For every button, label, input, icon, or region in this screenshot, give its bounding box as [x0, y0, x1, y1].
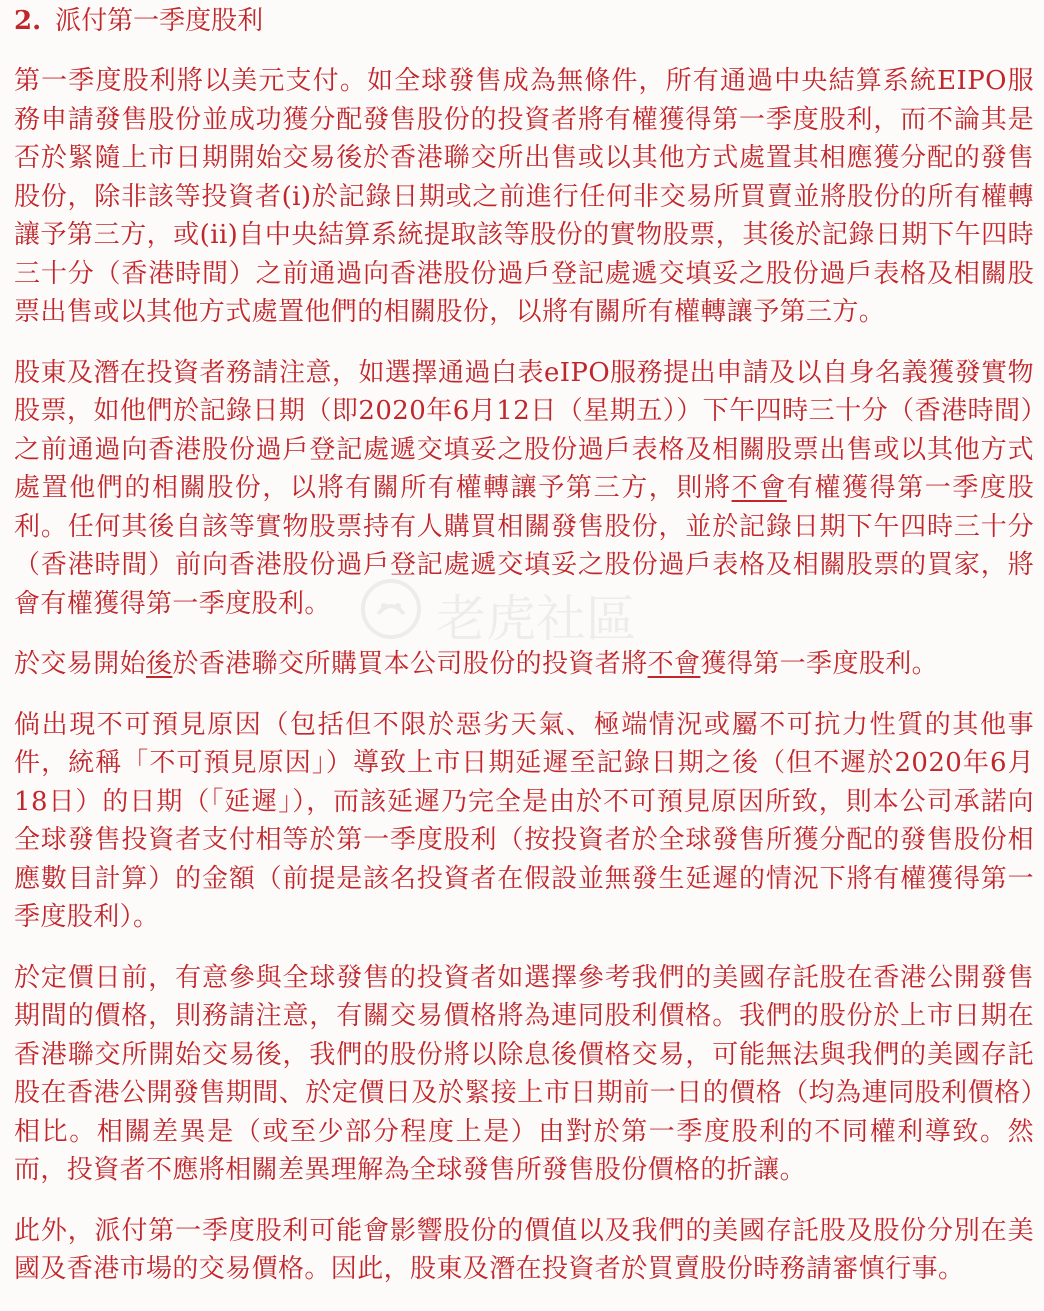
paragraph-1: 第一季度股利將以美元支付。如全球發售成為無條件，所有通過中央結算系統EIPO服務申請發售股份並成功獲分配發售股份的投資者將有權獲得第一季度股利，而不論其是否於緊隨上市日期開始交易後於香港聯交所出售或以其他方式處置其相應獲分配的發售股份，除非該等投資者(i)於記錄日期或之前進行任何非交易所買賣並將股份的所有權轉讓予第三方，或(ii)自中央結算系統提取該等股份的實物股票，其後於記錄日期下午四時三十分（香港時間）之前通過向香港股份過戶登記處遞交填妥之股份過戶表格及相關股票出售或以其他方式處置他們的相關股份，以將有關所有權轉讓予第三方。 [14, 66, 1034, 327]
watermark-text: 老虎社區 [436, 590, 636, 648]
section-number: 2. [14, 6, 42, 36]
section-heading [14, 2, 1034, 40]
paragraph-6: 此外，派付第一季度股利可能會影響股份的價值以及我們的美國存託股及股份分別在美國及香港市場的交易價格。因此，股東及潛在投資者於買賣股份時務請審慎行事。 [14, 1215, 1034, 1284]
paragraph-2-part-b: 有權獲得第一季度股利。任何其後自該等實物股票持有人購買相關發售股份，並於記錄日期下午四時三十分（香港時間）前向香港股份過戶登記處遞交填妥之股份過戶表格及相關股票的買家，將會有權獲得第一季度股利。 [14, 473, 1034, 619]
paragraph-5: 於定價日前，有意參與全球發售的投資者如選擇參考我們的美國存託股在香港公開發售期間的價格，則務請注意，有關交易價格將為連同股利價格。我們的股份於上市日期在香港聯交所開始交易後，我們的股份將以除息後價格交易，可能無法與我們的美國存託股在香港公開發售期間、於定價日及於緊接上市日期前一日的價格（均為連同股利價格）相比。相關差異是（或至少部分程度上是）由對於第一季度股利的不同權利導致。然而，投資者不應將相關差異理解為全球發售所發售股份價格的折讓。 [14, 962, 1034, 1185]
paragraph-2-underlined: 不會 [731, 473, 787, 503]
paragraph-4: 倘出現不可預見原因（包括但不限於惡劣天氣、極端情況或屬不可抗力性質的其他事件，統稱「不可預見原因」）導致上市日期延遲至記錄日期之後（但不遲於2020年6月18日）的日期（「延遲」），而該延遲乃完全是由於不可預見原因所致，則本公司承諾向全球發售投資者支付相等於第一季度股利（按投資者於全球發售所獲分配的發售股份相應數目計算）的金額（前提是該名投資者在假設並無發生延遲的情況下將有權獲得第一季度股利）。 [14, 709, 1034, 932]
section-title: 派付第一季度股利 [55, 6, 264, 36]
paragraph-3-underlined-1: 後 [146, 649, 173, 679]
paragraph-3-part-b: 於香港聯交所購買本公司股份的投資者將 [172, 649, 648, 679]
paragraph-2-part-a: 股東及潛在投資者務請注意，如選擇通過白表eIPO服務提出申請及以自身名義獲發實物股票，如他們於記錄日期（即2020年6月12日（星期五））下午四時三十分（香港時間）之前通過向香港股份過戶登記處遞交填妥之股份過戶表格及相關股票出售或以其他方式處置他們的相關股份，以將有關所有權轉讓予第三方，則將 [14, 357, 1034, 503]
paragraph-3-part-c: 獲得第一季度股利。 [700, 649, 939, 679]
document-body [14, 0, 1034, 1311]
paragraph-3-part-a: 於交易開始 [14, 649, 147, 679]
paragraph-3 [14, 645, 1034, 684]
paragraph-3-underlined-2: 不會 [647, 649, 701, 679]
paragraph-2 [14, 354, 1034, 624]
